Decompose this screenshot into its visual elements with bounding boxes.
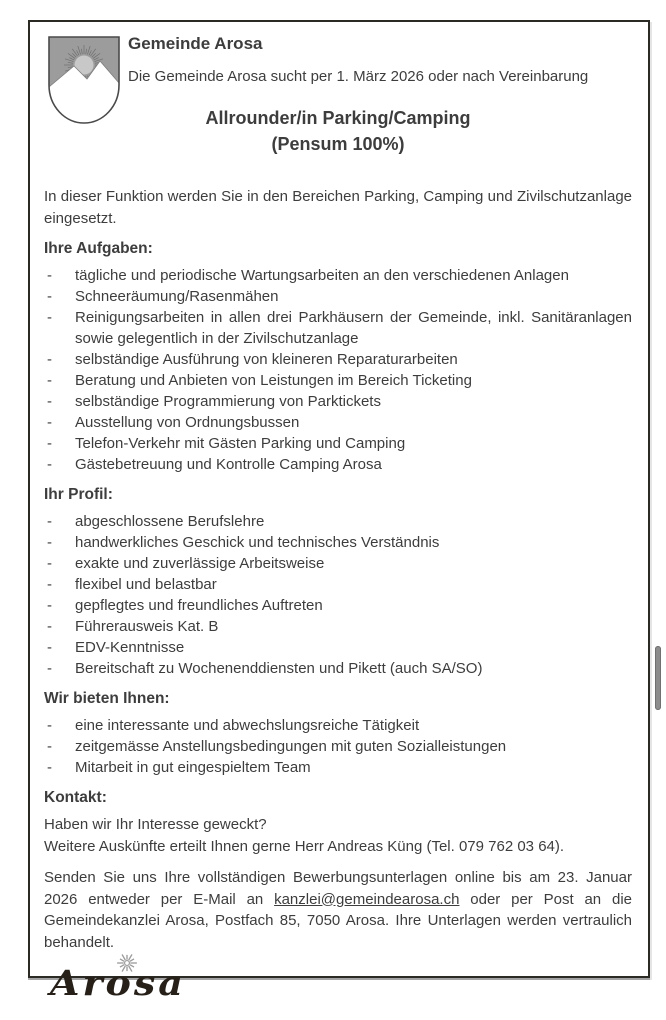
job-title-line1: Allrounder/in Parking/Camping: [205, 108, 471, 128]
section-heading-aufgaben: Ihre Aufgaben:: [44, 240, 153, 257]
closing-paragraph: [44, 867, 632, 953]
section-heading-profil: Ihr Profil:: [44, 486, 113, 503]
list-item: - abgeschlossene Berufslehre: [44, 511, 632, 532]
email-link[interactable]: kanzlei@gemeindearosa.ch: [274, 890, 460, 908]
list-item: - Beratung und Anbieten von Leistungen im Bereich Ticketing: [44, 370, 632, 391]
job-title-line2: (Pensum 100%): [271, 134, 405, 154]
closing-text-after: oder per Post an die Gemeindekanzlei Arosa, Postfach 85, 7050 Arosa. Ihre Unterlagen werden vertraulich behandelt.: [44, 890, 632, 951]
list-item: - Ausstellung von Ordnungsbussen: [44, 412, 632, 433]
arosa-logo-text: Arosa: [50, 961, 186, 1004]
list-item: - Bereitschaft zu Wochenenddiensten und Pikett (auch SA/SO): [44, 658, 632, 679]
list-item: - Gästebetreuung und Kontrolle Camping Arosa: [44, 454, 632, 475]
job-title: [44, 105, 632, 157]
document-page: [28, 20, 650, 1004]
lead-paragraph: In dieser Funktion werden Sie in den Bereichen Parking, Camping und Zivilschutzanlage eingesetzt.: [44, 188, 632, 227]
list-item: - Reinigungsarbeiten in allen drei Parkhäusern der Gemeinde, inkl. Sanitäranlagen sowie gelegentlich in der Zivilschutzanlage: [44, 307, 632, 349]
intro-line: Die Gemeinde Arosa sucht per 1. März 2026 oder nach Vereinbarung: [128, 68, 589, 85]
list-item: - Führerausweis Kat. B: [44, 616, 632, 637]
list-item: - selbständige Programmierung von Parktickets: [44, 391, 632, 412]
list-item: - Telefon-Verkehr mit Gästen Parking und Camping: [44, 433, 632, 454]
section-heading-angebot: Wir bieten Ihnen:: [44, 690, 170, 707]
profil-list: [44, 511, 632, 679]
list-item: - gepflegtes und freundliches Auftreten: [44, 595, 632, 616]
coat-of-arms-icon: [47, 35, 121, 125]
list-item: - Mitarbeit in gut eingespieltem Team: [44, 757, 632, 778]
section-heading-kontakt: Kontakt:: [44, 789, 107, 806]
aufgaben-list: [44, 265, 632, 475]
angebot-list: [44, 715, 632, 778]
org-name: Gemeinde Arosa: [128, 34, 263, 53]
list-item: - selbständige Ausführung von kleineren Reparaturarbeiten: [44, 349, 632, 370]
scrollbar-thumb[interactable]: [655, 646, 661, 710]
list-item: - handwerkliches Geschick und technisches Verständnis: [44, 532, 632, 553]
closing-text-before: Senden Sie uns Ihre vollständigen Bewerbungsunterlagen online bis am 23. Januar 2026 entweder per E-Mail an: [44, 869, 632, 908]
list-item: - exakte und zuverlässige Arbeitsweise: [44, 553, 632, 574]
contact-line-1: Haben wir Ihr Interesse geweckt?: [44, 816, 267, 833]
contact-line-2: Weitere Auskünfte erteilt Ihnen gerne Herr Andreas Küng (Tel. 079 762 03 64).: [44, 837, 565, 855]
list-item: - eine interessante und abwechslungsreiche Tätigkeit: [44, 715, 632, 736]
list-item: - EDV-Kenntnisse: [44, 637, 632, 658]
list-item: - Schneeräumung/Rasenmähen: [44, 286, 632, 307]
list-item: - flexibel und belastbar: [44, 574, 632, 595]
list-item: - tägliche und periodische Wartungsarbeiten an den verschiedenen Anlagen: [44, 265, 632, 286]
list-item: - zeitgemässe Anstellungsbedingungen mit guten Sozialleistungen: [44, 736, 632, 757]
arosa-logo: [44, 955, 632, 1009]
